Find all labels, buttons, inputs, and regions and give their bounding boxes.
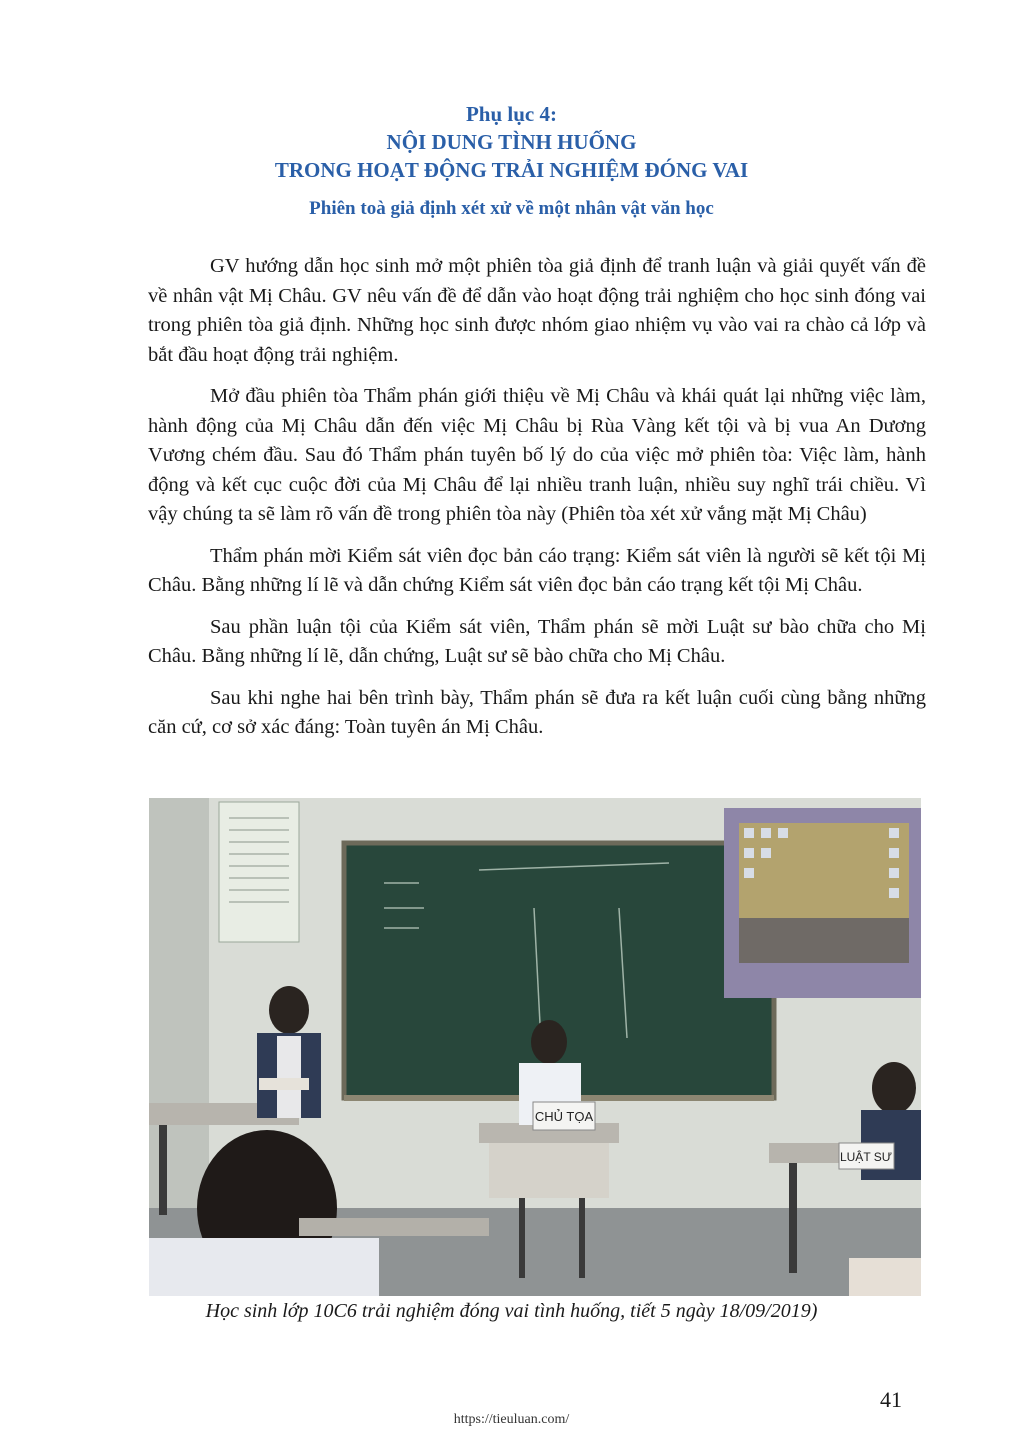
subtitle: Phiên toà giả định xét xử về một nhân vật văn học — [309, 198, 714, 219]
title-line-2: TRONG HOẠT ĐỘNG TRẢI NGHIỆM ĐÓNG VAI — [274, 158, 749, 182]
photo-caption: Học sinh lớp 10C6 trải nghiệm đóng vai tình huống, tiết 5 ngày 18/09/2019) — [205, 1300, 818, 1322]
sign-right-text: LUẬT SƯ — [839, 1150, 893, 1164]
appendix-label: Phụ lục 4: — [465, 102, 557, 126]
title-line-1: NỘI DUNG TÌNH HUỐNG — [386, 130, 637, 154]
appendix-heading — [0, 100, 1023, 222]
page-number: 41 — [880, 1387, 902, 1412]
body-text — [148, 252, 926, 755]
paragraph-5: Sau khi nghe hai bên trình bày, Thẩm phán sẽ đưa ra kết luận cuối cùng bằng những căn cứ, cơ sở xác đáng: Toàn tuyên án Mị Châu. — [148, 686, 926, 738]
paragraph-3: Thẩm phán mời Kiểm sát viên đọc bản cáo trạng: Kiểm sát viên là người sẽ kết tội Mị Châu. Bằng những lí lẽ và dẫn chứng Kiểm sát viên đọc bản cáo trạng kết tội Mị Châu. — [148, 544, 926, 596]
footer-url: https://tieuluan.com/ — [453, 1412, 570, 1427]
classroom-photo — [149, 798, 921, 1296]
sign-center-text: CHỦ TỌA — [534, 1109, 594, 1124]
paragraph-2: Mở đầu phiên tòa Thẩm phán giới thiệu về Mị Châu và khái quát lại những việc làm, hành động của Mị Châu dẫn đến việc Mị Châu bị Rùa Vàng kết tội và bị vua An Dương Vương chém đầu. Sau đó Thẩm phán tuyên bố lý do của việc mở phiên tòa: Việc làm, hành động và kết cục cuộc đời của Mị Châu để lại nhiều tranh luận, nhiều suy nghĩ trái chiều. Vì vậy chúng ta sẽ làm rõ vấn đề trong phiên tòa này (Phiên tòa xét xử vắng mặt Mị Châu) — [148, 385, 926, 525]
paragraph-1: GV hướng dẫn học sinh mở một phiên tòa giả định để tranh luận và giải quyết vấn đề về nhân vật Mị Châu. GV nêu vấn đề để dẫn vào hoạt động trải nghiệm cho học sinh đóng vai trong phiên tòa giả định. Những học sinh được nhóm giao nhiệm vụ vào vai ra chào cả lớp và bắt đầu hoạt động trải nghiệm. — [148, 255, 926, 366]
paragraph-4: Sau phần luận tội của Kiểm sát viên, Thẩm phán sẽ mời Luật sư bào chữa cho Mị Châu. Bằng những lí lẽ, dẫn chứng, Luật sư sẽ bào chữa cho Mị Châu. — [148, 615, 926, 667]
